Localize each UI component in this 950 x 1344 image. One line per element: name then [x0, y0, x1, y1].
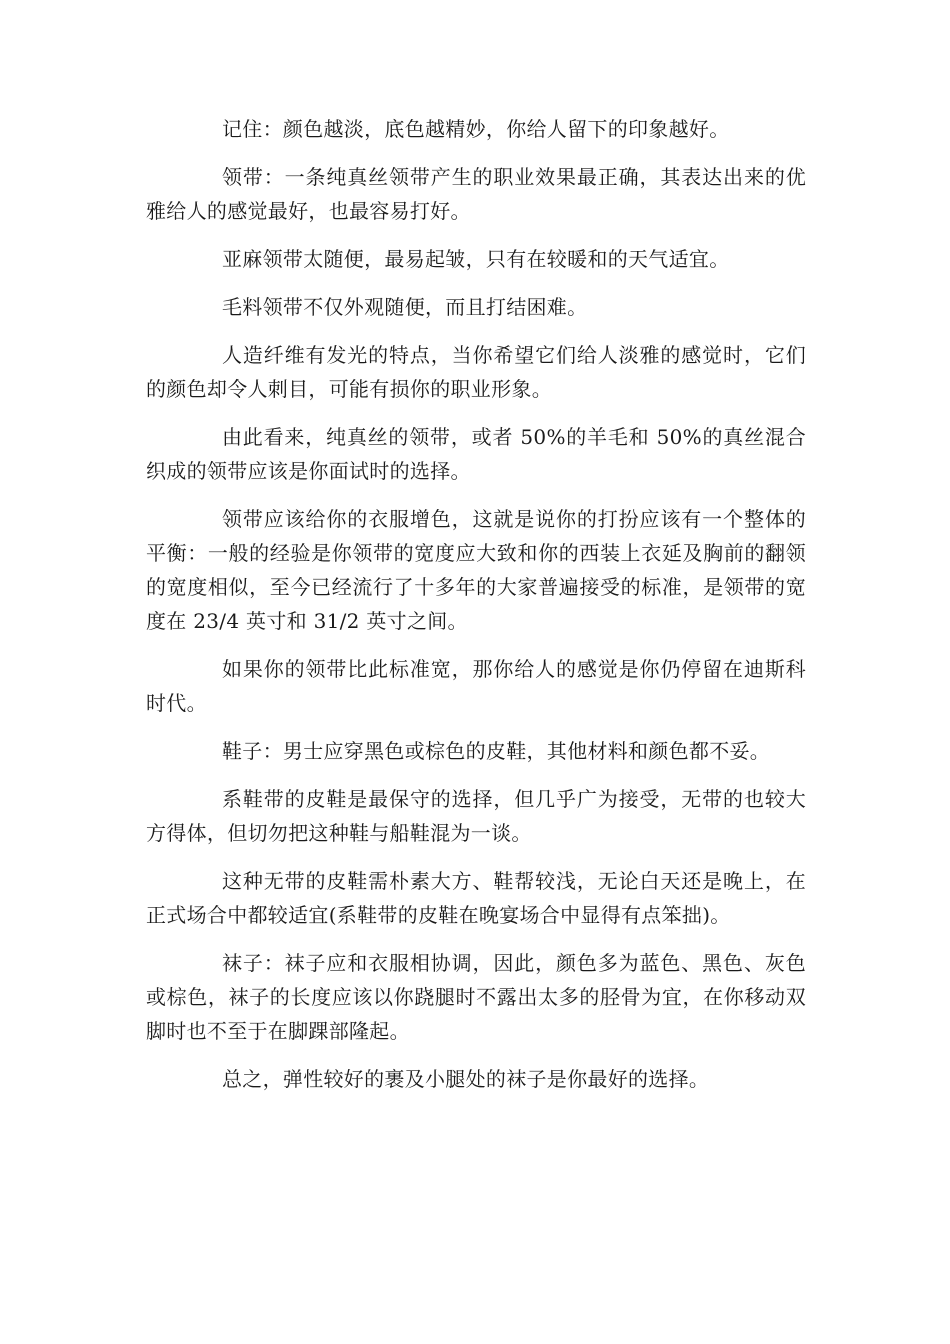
paragraph: 领带：一条纯真丝领带产生的职业效果最正确，其表达出来的优雅给人的感觉最好，也最容易打好。	[146, 165, 806, 223]
paragraph: 亚麻领带太随便，最易起皱，只有在较暖和的天气适宜。	[222, 247, 730, 271]
paragraph: 如果你的领带比此标准宽，那你给人的感觉是你仍停留在迪斯科时代。	[146, 657, 806, 715]
paragraph: 袜子：袜子应和衣服相协调，因此，颜色多为蓝色、黑色、灰色或棕色，袜子的长度应该以你跷腿时不露出太多的胫骨为宜，在你移动双脚时也不至于在脚踝部隆起。	[146, 951, 806, 1043]
paragraph: 这种无带的皮鞋需朴素大方、鞋帮较浅，无论白天还是晚上，在正式场合中都较适宜(系鞋带的皮鞋在晚宴场合中显得有点笨拙)。	[146, 869, 806, 927]
paragraph: 由此看来，纯真丝的领带，或者 50%的羊毛和 50%的真丝混合织成的领带应该是你面试时的选择。	[146, 425, 806, 483]
paragraph: 毛料领带不仅外观随便，而且打结困难。	[222, 295, 588, 319]
paragraph: 系鞋带的皮鞋是最保守的选择，但几乎广为接受，无带的也较大方得体，但切勿把这种鞋与船鞋混为一谈。	[146, 787, 806, 845]
paragraph: 总之，弹性较好的裹及小腿处的袜子是你最好的选择。	[222, 1067, 710, 1091]
document-body	[146, 112, 806, 1110]
paragraph: 鞋子：男士应穿黑色或棕色的皮鞋，其他材料和颜色都不妥。	[222, 739, 771, 763]
paragraph: 人造纤维有发光的特点，当你希望它们给人淡雅的感觉时，它们的颜色却令人刺目，可能有损你的职业形象。	[146, 343, 806, 401]
paragraph: 领带应该给你的衣服增色，这就是说你的打扮应该有一个整体的平衡：一般的经验是你领带的宽度应大致和你的西装上衣延及胸前的翻领的宽度相似，至今已经流行了十多年的大家普遍接受的标准，是领带的宽度在 23/4 英寸和 31/2 英寸之间。	[146, 507, 806, 633]
paragraph: 记住：颜色越淡，底色越精妙，你给人留下的印象越好。	[222, 117, 730, 141]
